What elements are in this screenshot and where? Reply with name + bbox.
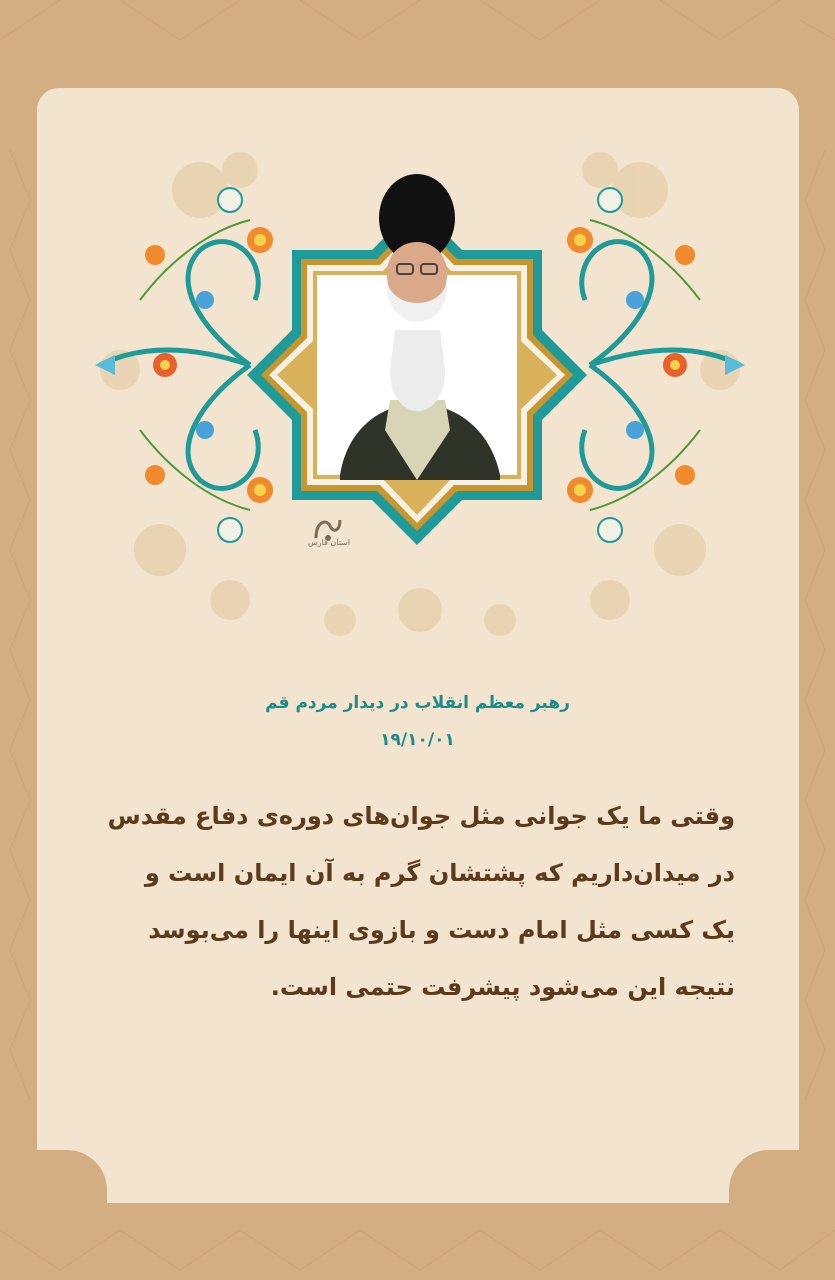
- portrait-frame: [245, 160, 590, 545]
- logo-caption: استان فارس: [307, 538, 351, 547]
- quote-line: وقتی ما یک جوانی مثل جوان‌های دوره‌ی دفاع مقدس: [107, 802, 735, 830]
- quote-line: یک کسی مثل امام دست و بازوی اینها را می‌بوسد: [148, 916, 735, 944]
- date-label: ۱۹/۱۰/۰۱: [380, 730, 455, 750]
- page-title: رهبر معظم انقلاب در دیدار مردم قم: [265, 693, 570, 713]
- quote-text: [100, 788, 735, 1016]
- quote-line: در میدان‌داریم که پشتشان گرم به آن ایمان است و: [144, 859, 735, 887]
- quote-line: نتیجه این می‌شود پیشرفت حتمی است.: [270, 973, 735, 1001]
